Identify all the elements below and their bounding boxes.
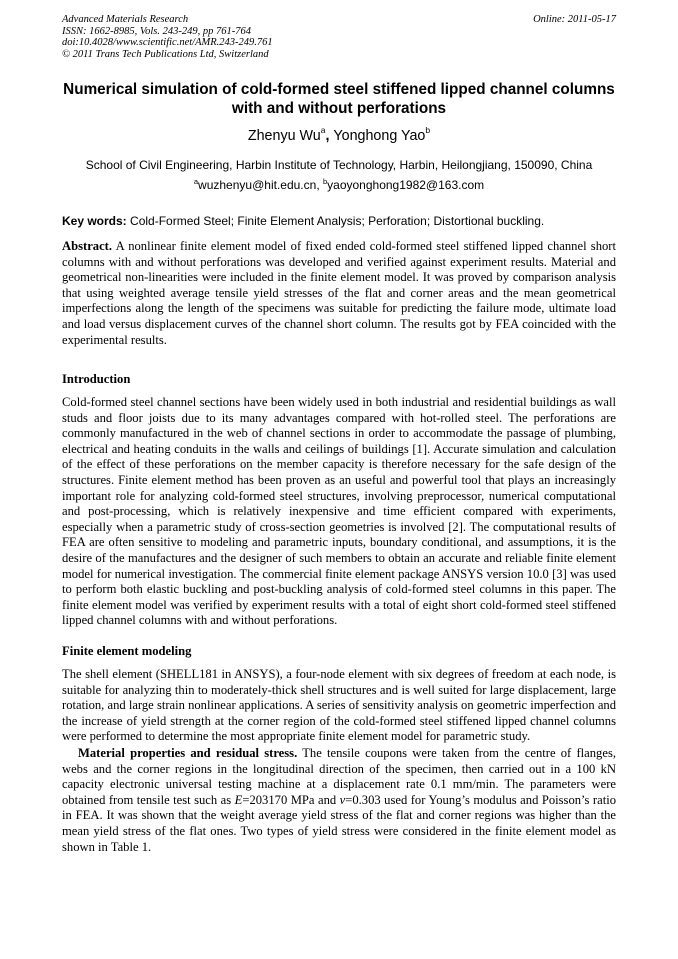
introduction-text: Cold-formed steel channel sections have been widely used in both industrial and residential buildings as wall studs and floor joists due to its many advantages compared with hot-rolled steel. The perforations are commonly manufactured in the web of channel sections in order to accommodate the passage of plumbing, electrical and heating conduits in the walls and ceilings of buildings [1]. Accurate simulation and calculation of the effect of these perforations on the member capacity is therefore necessary for the safe design of the structures. Finite element method has been proven as an useful and powerful tool that plays an increasingly important role for analyzing cold-formed steel structures, involving preprocessor, numerical computational and post-processing, which is relatively inexpensive and time efficient compared with experiments, especially when a parametric study of cross-section geometries is involved [2]. The computational results of FEA are often sensitive to modeling and parametric inputs, boundary conditional, and assumptions, it is the desire of the manufactures and the designer of such members to obtain an accurate and reliable finite element model for numerical investigation. The commercial finite element package ANSYS version 10.0 [3] was used to perform both elastic buckling and post-buckling analysis of cold-formed steel columns in this paper. The finite element model was verified by experiment results with a total of eight short cold-formed steel stiffened lipped channel columns with and without perforations. [62, 395, 616, 628]
author-2: Yonghong Yao [333, 128, 426, 144]
abstract [62, 239, 616, 348]
author-emails [62, 178, 616, 192]
keywords [62, 214, 616, 228]
online-date: Online: 2011-05-17 [533, 14, 616, 25]
journal-issn: ISSN: 1662-8985, Vols. 243-249, pp 761-764 [62, 25, 251, 37]
email-b-marker: b [322, 177, 328, 186]
journal-header [62, 14, 616, 60]
fem-text: The shell element (SHELL181 in ANSYS), a four-node element with six degrees of freedom at each node, is suitable for analyzing thin to moderately-thick shell structures and is well suited for large displacement, large rotation, and large strain nonlinear applications. A series of sensitivity analysis on geometric imperfection and the increase of yield strength at the corner region of the cold-formed steel stiffened lipped channel columns were performed to determine the most appropriate finite element model for parametric study. [62, 667, 616, 744]
author-list [62, 125, 616, 144]
email-separator: , [316, 178, 323, 192]
journal-name: Advanced Materials Research [62, 14, 189, 25]
author-1-marker: a [320, 125, 326, 135]
material-label: Material properties and residual stress. [78, 746, 298, 760]
abstract-text: A nonlinear finite element model of fixed ended cold-formed steel stiffened lipped channel short columns with and without perforations was developed and verified against experiment results. Material and geometrical non-linearities were included in the finite element model. It was proved by comparison analysis that using weighted average tensile yield stresses of the flat and corner areas and the mean geometrical imperfections along the length of the specimens was suitable for predicting the failure mode, ultimate load and load versus displacement curves of the channel short column. The results got by FEA coincided with the experimental results. [62, 239, 616, 347]
email-a-marker: a [193, 177, 199, 186]
youngs-modulus-symbol: E [234, 792, 243, 807]
material-paragraph [62, 746, 616, 855]
journal-copyright: © 2011 Trans Tech Publications Ltd, Switzerland [62, 48, 269, 60]
author-1: Zhenyu Wu [247, 128, 321, 144]
affiliation: School of Civil Engineering, Harbin Institute of Technology, Harbin, Heilongjiang, 150090, China [85, 158, 593, 172]
keywords-text: Cold-Formed Steel; Finite Element Analysis; Perforation; Distortional buckling. [126, 214, 545, 228]
paper-title: Numerical simulation of cold-formed steel stiffened lipped channel columns with and without perforations [63, 81, 615, 117]
fem-heading: Finite element modeling [62, 644, 192, 658]
material-text-3: =0.303 used for Young’s modulus and Poisson’s ratio in FEA. It was shown that the weight average yield stress of the flat and corner regions was higher than the mean yield stress of the flat ones. Two types of yield stress were considered in the finite element model as shown in Table 1. [62, 792, 616, 854]
email-b[interactable]: yaoyonghong1982@163.com [327, 178, 485, 192]
author-2-marker: b [425, 125, 431, 135]
keywords-label: Key words: [62, 214, 127, 228]
material-text-1: The tensile coupons were taken from the centre of flanges, webs and the corner regions in the longitudinal direction of the specimen, then carried out in a 100 kN capacity electronic universal testing machine at a displacement rate 0.1 mm/min. The parameters were obtained from tensile test such as [62, 746, 616, 807]
material-text-2: =203170 MPa and [242, 792, 340, 807]
email-a[interactable]: wuzhenyu@hit.edu.cn [198, 178, 317, 192]
author-separator: , [325, 128, 334, 144]
poisson-ratio-symbol: ν [339, 792, 346, 807]
introduction-heading: Introduction [62, 372, 131, 386]
abstract-label: Abstract. [62, 239, 113, 253]
journal-doi[interactable]: doi:10.4028/www.scientific.net/AMR.243-249.761 [62, 37, 273, 48]
